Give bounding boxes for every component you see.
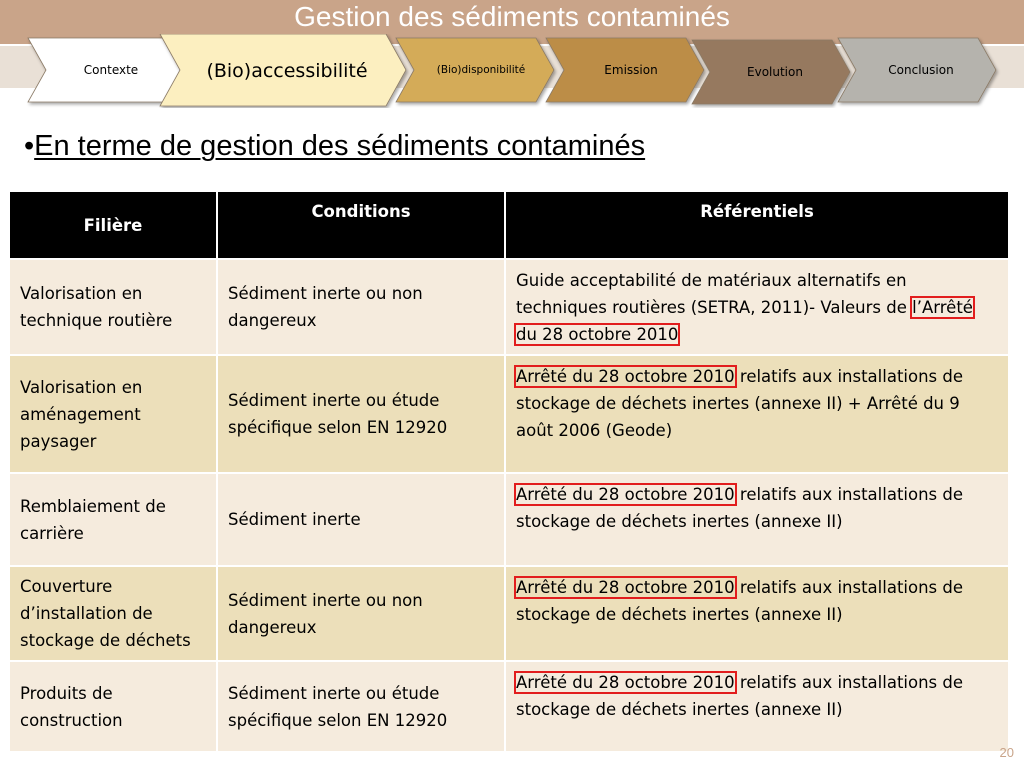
cell-filiere: Valorisation en aménagement paysager	[9, 355, 217, 473]
tab-conclusion[interactable]	[846, 42, 996, 98]
tab-label: (Bio)disponibilité	[436, 64, 526, 76]
table-row	[9, 473, 1009, 566]
cell-referentiels	[505, 355, 1009, 473]
section-heading	[24, 130, 645, 163]
table-row	[9, 566, 1009, 661]
tab-emission[interactable]	[556, 42, 706, 98]
tab-label: Contexte	[83, 63, 139, 77]
cell-filiere: Couverture d’installation de stockage de déchets	[9, 566, 217, 661]
tab-label: Conclusion	[888, 63, 954, 77]
highlighted-reference: Arrêté du 28 octobre 2010	[516, 673, 735, 692]
reference-table	[8, 190, 1008, 753]
cell-filiere: Produits de construction	[9, 661, 217, 752]
highlighted-reference: l’Arrêté du 28 octobre 2010	[516, 298, 973, 344]
tab-biodisponibilite[interactable]	[406, 42, 556, 98]
highlighted-reference: Arrêté du 28 octobre 2010	[516, 485, 735, 504]
ref-text: relatifs aux installations de stockage de déchets inertes (annexe II)	[516, 673, 964, 719]
tab-label: Emission	[604, 63, 658, 77]
cell-filiere: Valorisation en technique routière	[9, 259, 217, 355]
cell-conditions: Sédiment inerte	[217, 473, 505, 566]
table-row	[9, 355, 1009, 473]
table-header-row	[9, 191, 1009, 259]
highlighted-reference: Arrêté du 28 octobre 2010	[516, 367, 735, 386]
ref-text: Guide acceptabilité de matériaux alternatifs en techniques routières (SETRA, 2011)- Valeurs de	[516, 271, 913, 317]
header-referentiels: Référentiels	[505, 191, 1009, 259]
header-conditions: Conditions	[217, 191, 505, 259]
ref-text: relatifs aux installations de stockage de déchets inertes (annexe II)	[516, 578, 964, 624]
tab-bioaccessibilite[interactable]	[178, 38, 396, 104]
cell-referentiels	[505, 259, 1009, 355]
tab-label: (Bio)accessibilité	[206, 60, 368, 82]
ref-text: relatifs aux installations de stockage de déchets inertes (annexe II)	[516, 485, 964, 531]
cell-conditions: Sédiment inerte ou étude spécifique selon EN 12920	[217, 661, 505, 752]
cell-referentiels	[505, 661, 1009, 752]
slide-title: Gestion des sédiments contaminés	[294, 1, 730, 32]
tab-contexte[interactable]	[36, 42, 186, 98]
cell-conditions: Sédiment inerte ou étude spécifique selon EN 12920	[217, 355, 505, 473]
heading-text: En terme de gestion des sédiments contaminés	[34, 130, 646, 162]
cell-referentiels	[505, 566, 1009, 661]
tab-evolution[interactable]	[700, 44, 850, 100]
bullet: •	[24, 130, 35, 162]
highlighted-reference: Arrêté du 28 octobre 2010	[516, 578, 735, 597]
table-row	[9, 661, 1009, 752]
tab-label: Evolution	[747, 65, 803, 79]
table-row	[9, 259, 1009, 355]
cell-conditions: Sédiment inerte ou non dangereux	[217, 566, 505, 661]
header-filiere: Filière	[9, 191, 217, 259]
ref-text: relatifs aux installations de stockage de déchets inertes (annexe II) + Arrêté du 9 août 2006 (Geode)	[516, 367, 964, 440]
cell-filiere: Remblaiement de carrière	[9, 473, 217, 566]
cell-referentiels	[505, 473, 1009, 566]
cell-conditions: Sédiment inerte ou non dangereux	[217, 259, 505, 355]
section-navigation	[0, 34, 1024, 108]
page-number: 20	[999, 745, 1014, 760]
